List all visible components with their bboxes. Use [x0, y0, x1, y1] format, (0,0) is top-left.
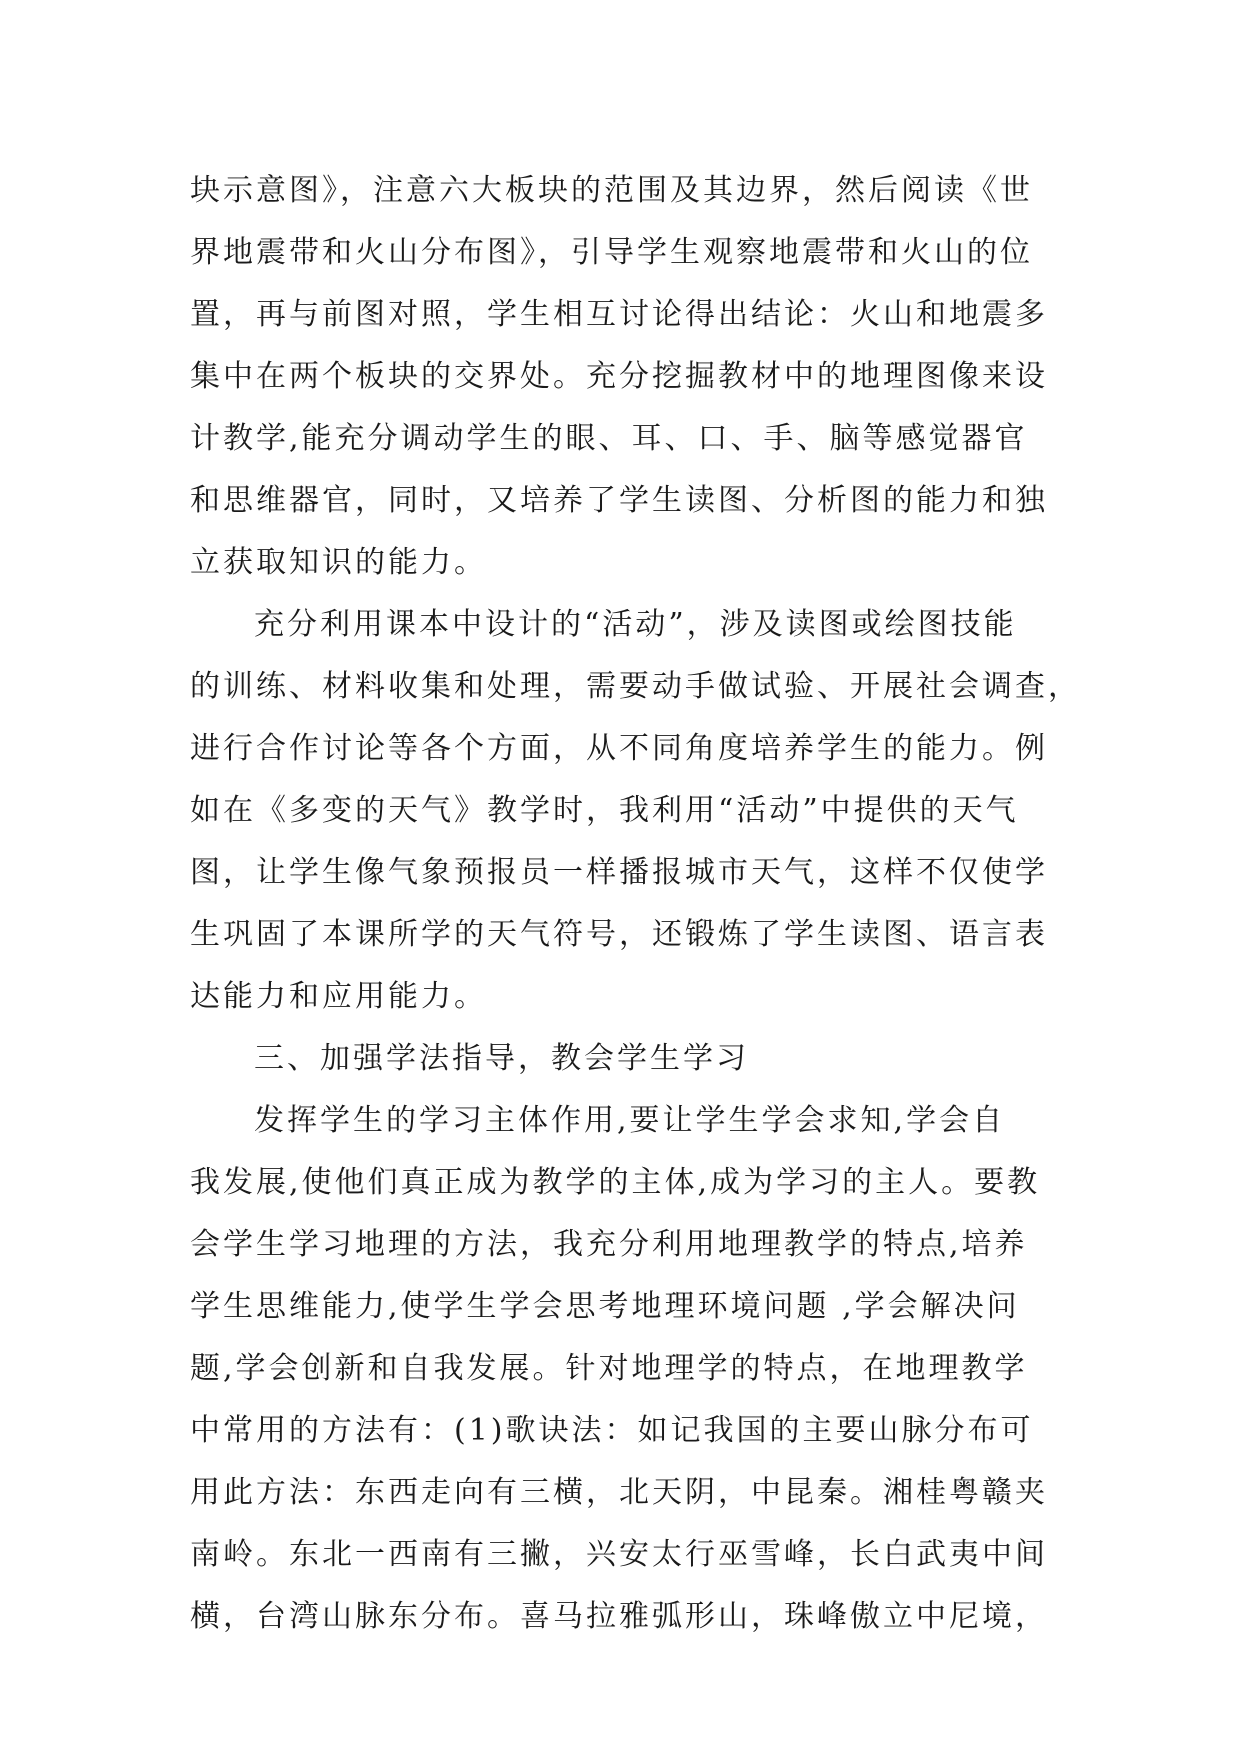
paragraph-start-line: 充分利用课本中设计的“活动”，涉及读图或绘图技能 [254, 607, 1017, 642]
text-line: 学生思维能力,使学生学会思考地理环境问题 ,学会解决问 [190, 1289, 1020, 1324]
text-line: 置，再与前图对照，学生相互讨论得出结论：火山和地震多 [190, 297, 1048, 332]
text-line: 的训练、材料收集和处理，需要动手做试验、开展社会调查， [190, 669, 1081, 704]
text-line: 南岭。东北一西南有三撇，兴安太行巫雪峰，长白武夷中间 [190, 1537, 1048, 1572]
text-line: 题,学会创新和自我发展。针对地理学的特点，在地理教学 [190, 1351, 1028, 1386]
text-line: 和思维器官，同时，又培养了学生读图、分析图的能力和独 [190, 483, 1048, 518]
body-text [190, 160, 1081, 1648]
text-line: 集中在两个板块的交界处。充分挖掘教材中的地理图像来设 [190, 359, 1048, 394]
section-heading: 三、加强学法指导，教会学生学习 [254, 1041, 749, 1076]
text-line: 中常用的方法有：(1)歌诀法：如记我国的主要山脉分布可 [190, 1413, 1034, 1448]
text-line: 如在《多变的天气》教学时，我利用“活动”中提供的天气 [190, 793, 1019, 828]
text-line: 界地震带和火山分布图》，引导学生观察地震带和火山的位 [190, 235, 1033, 270]
text-line: 图，让学生像气象预报员一样播报城市天气，这样不仅使学 [190, 855, 1048, 890]
paragraph-start-line: 发挥学生的学习主体作用,要让学生学会求知,学会自 [254, 1103, 1006, 1138]
text-line: 达能力和应用能力。 [190, 979, 487, 1014]
text-line: 进行合作讨论等各个方面，从不同角度培养学生的能力。例 [190, 731, 1048, 766]
text-line: 用此方法：东西走向有三横，北天阴，中昆秦。湘桂粤赣夹 [190, 1475, 1048, 1510]
text-line: 块示意图》，注意六大板块的范围及其边界，然后阅读《世 [190, 173, 1033, 208]
text-line: 我发展,使他们真正成为教学的主体,成为学习的主人。要教 [190, 1165, 1041, 1200]
text-line: 计教学,能充分调动学生的眼、耳、口、手、脑等感觉器官 [190, 421, 1028, 456]
text-line: 横，台湾山脉东分布。喜马拉雅弧形山，珠峰傲立中尼境， [190, 1599, 1048, 1634]
text-line: 立获取知识的能力。 [190, 545, 487, 580]
text-line: 生巩固了本课所学的天气符号，还锻炼了学生读图、语言表 [190, 917, 1048, 952]
text-line: 会学生学习地理的方法，我充分利用地理教学的特点,培养 [190, 1227, 1028, 1262]
